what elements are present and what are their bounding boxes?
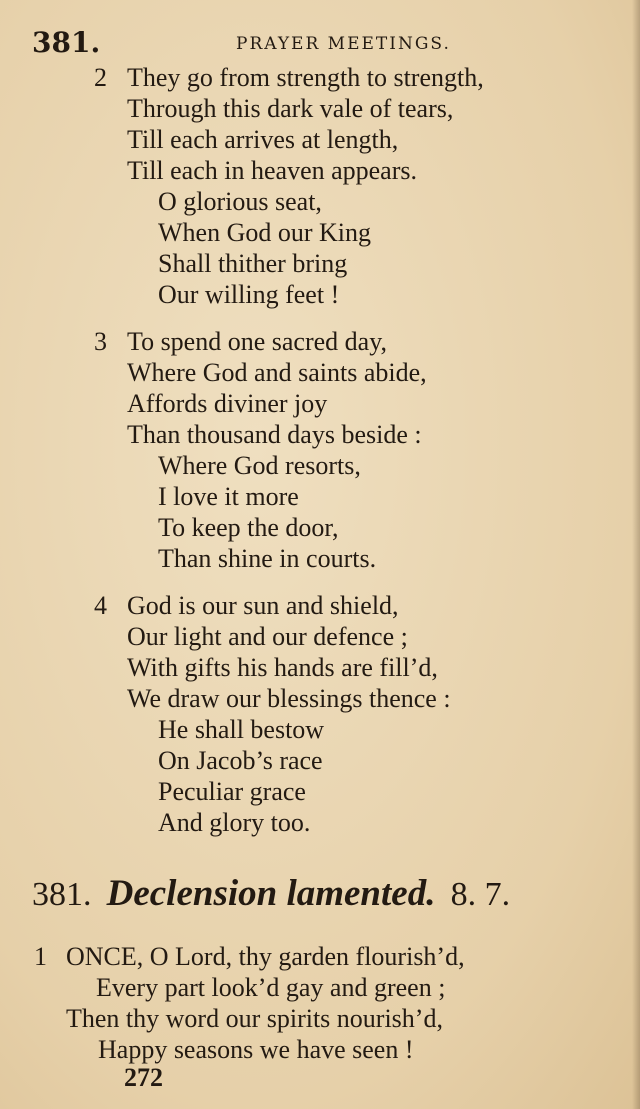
verse-line: Than thousand days beside :: [127, 420, 422, 449]
stanza-number: 1: [34, 942, 47, 971]
hymn-title: Declension lamented.: [106, 873, 436, 914]
verse-line: With gifts his hands are fill’d,: [127, 653, 438, 682]
verse-line: Than shine in courts.: [158, 544, 377, 573]
verse-line: ONCE, O Lord, thy garden flourish’d,: [66, 942, 465, 971]
verse-line: Peculiar grace: [158, 777, 306, 806]
verse-line: They go from strength to strength,: [127, 63, 484, 92]
verse-line: Where God resorts,: [158, 451, 361, 480]
verse-line: Then thy word our spirits nourish’d,: [66, 1004, 443, 1033]
verse-line: Till each arrives at length,: [127, 125, 399, 154]
verse-line: Our willing feet !: [158, 280, 340, 309]
stanza-number: 3: [94, 327, 107, 356]
running-header: [32, 26, 592, 60]
header-hymn-number: 381.: [32, 26, 101, 59]
verse-line: To keep the door,: [158, 513, 339, 542]
verse-line: Through this dark vale of tears,: [127, 94, 454, 123]
header-title: PRAYER MEETINGS.: [236, 34, 451, 54]
verse-line: On Jacob’s race: [158, 746, 323, 775]
verse-line: And glory too.: [158, 808, 311, 837]
verse-line: Where God and saints abide,: [127, 358, 427, 387]
verse-line: I love it more: [158, 482, 299, 511]
verse-line: Affords diviner joy: [127, 389, 328, 418]
hymn-number: 381.: [32, 876, 92, 913]
verse-line: Shall thither bring: [158, 249, 348, 278]
verse-line: O glorious seat,: [158, 187, 322, 216]
verse-line: Till each in heaven appears.: [127, 156, 417, 185]
verse-line: God is our sun and shield,: [127, 591, 399, 620]
hymn-meter: 8. 7.: [450, 876, 511, 913]
verse-line: Our light and our defence ;: [127, 622, 408, 651]
verse-line: We draw our blessings thence :: [127, 684, 451, 713]
verse-line: He shall bestow: [158, 715, 325, 744]
verse-line: When God our King: [158, 218, 372, 247]
verse-line: Every part look’d gay and green ;: [96, 973, 446, 1002]
stanza-number: 4: [94, 591, 107, 620]
stanza-number: 2: [94, 63, 107, 92]
hymn-heading: [32, 872, 510, 922]
page-edge-shadow: [632, 0, 640, 1109]
verse-line: To spend one sacred day,: [127, 327, 388, 356]
page-number: 272: [124, 1063, 163, 1092]
verse-line: Happy seasons we have seen !: [98, 1035, 414, 1064]
